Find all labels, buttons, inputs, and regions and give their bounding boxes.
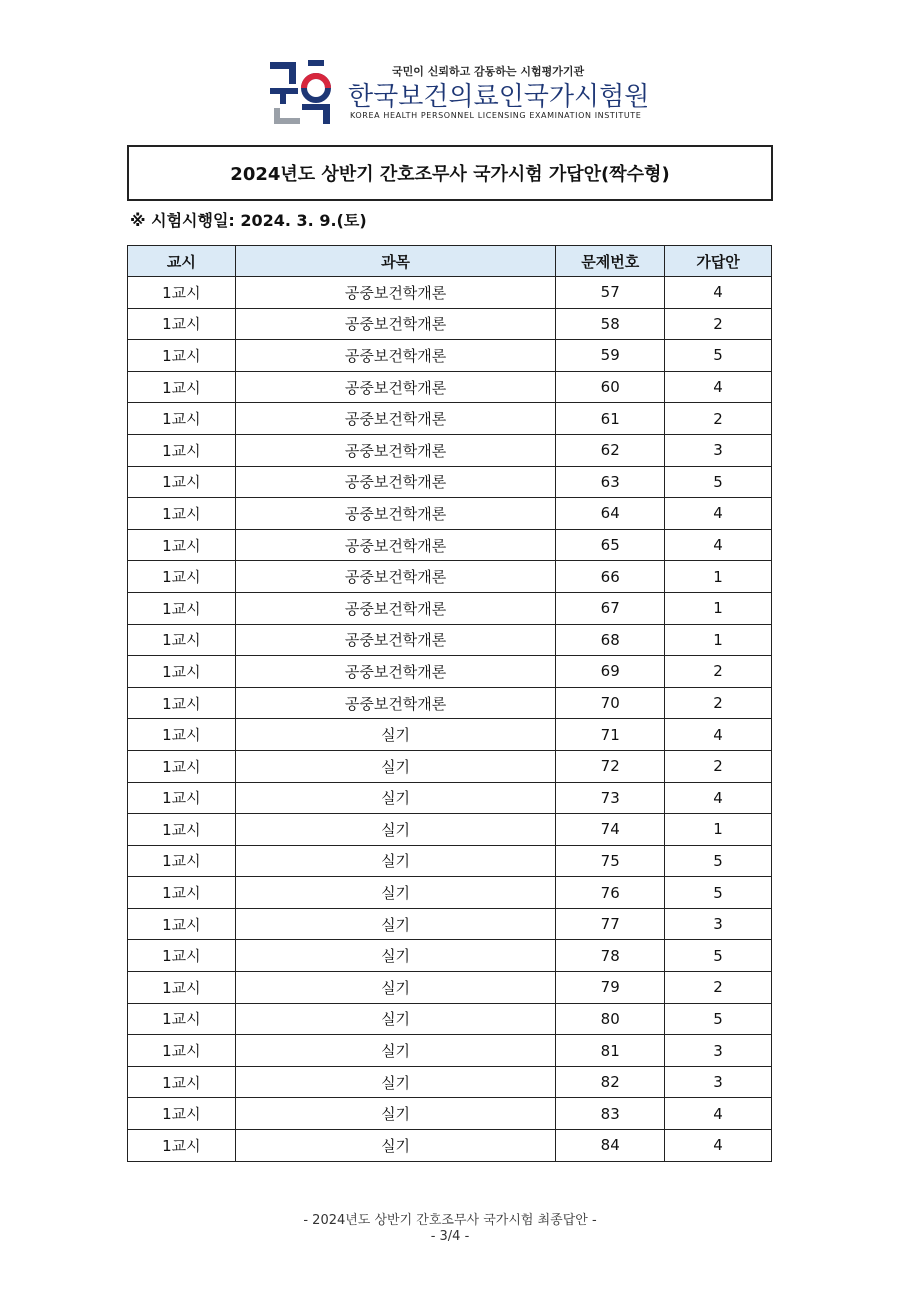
cell-period: 1교시 xyxy=(128,719,236,751)
cell-question-number: 61 xyxy=(556,403,665,435)
cell-period: 1교시 xyxy=(128,308,236,340)
table-row xyxy=(128,940,772,972)
cell-period: 1교시 xyxy=(128,624,236,656)
document-title: 2024년도 상반기 간호조무사 국가시험 가답안(짝수형) xyxy=(127,145,773,201)
cell-period: 1교시 xyxy=(128,814,236,846)
cell-answer: 4 xyxy=(665,1130,772,1162)
cell-subject: 공중보건학개론 xyxy=(235,403,555,435)
cell-question-number: 78 xyxy=(556,940,665,972)
table-header-row xyxy=(128,246,772,277)
cell-period: 1교시 xyxy=(128,687,236,719)
cell-period: 1교시 xyxy=(128,1098,236,1130)
cell-question-number: 71 xyxy=(556,719,665,751)
org-slogan: 국민이 신뢰하고 감동하는 시험평가기관 xyxy=(392,65,585,78)
cell-question-number: 74 xyxy=(556,814,665,846)
cell-answer: 3 xyxy=(665,908,772,940)
table-row xyxy=(128,1098,772,1130)
cell-subject: 실기 xyxy=(235,814,555,846)
cell-subject: 실기 xyxy=(235,845,555,877)
cell-subject: 실기 xyxy=(235,750,555,782)
cell-period: 1교시 xyxy=(128,498,236,530)
table-row xyxy=(128,1035,772,1067)
cell-subject: 실기 xyxy=(235,940,555,972)
cell-question-number: 66 xyxy=(556,561,665,593)
cell-subject: 공중보건학개론 xyxy=(235,624,555,656)
table-row xyxy=(128,877,772,909)
cell-question-number: 65 xyxy=(556,529,665,561)
cell-question-number: 57 xyxy=(556,277,665,309)
cell-answer: 3 xyxy=(665,1035,772,1067)
table-row xyxy=(128,371,772,403)
cell-question-number: 81 xyxy=(556,1035,665,1067)
table-row xyxy=(128,908,772,940)
cell-question-number: 82 xyxy=(556,1066,665,1098)
cell-subject: 실기 xyxy=(235,1066,555,1098)
table-row xyxy=(128,434,772,466)
cell-period: 1교시 xyxy=(128,529,236,561)
cell-answer: 5 xyxy=(665,845,772,877)
cell-period: 1교시 xyxy=(128,340,236,372)
cell-period: 1교시 xyxy=(128,466,236,498)
cell-answer: 3 xyxy=(665,434,772,466)
table-row xyxy=(128,561,772,593)
cell-answer: 3 xyxy=(665,1066,772,1098)
cell-subject: 실기 xyxy=(235,782,555,814)
table-row xyxy=(128,592,772,624)
page-number: - 3/4 - xyxy=(430,1229,470,1244)
table-row xyxy=(128,719,772,751)
cell-subject: 실기 xyxy=(235,877,555,909)
cell-period: 1교시 xyxy=(128,403,236,435)
cell-subject: 실기 xyxy=(235,1035,555,1067)
cell-answer: 4 xyxy=(665,277,772,309)
cell-question-number: 59 xyxy=(556,340,665,372)
table-row xyxy=(128,498,772,530)
cell-question-number: 73 xyxy=(556,782,665,814)
cell-answer: 4 xyxy=(665,782,772,814)
cell-question-number: 75 xyxy=(556,845,665,877)
table-row xyxy=(128,624,772,656)
cell-answer: 4 xyxy=(665,719,772,751)
cell-answer: 5 xyxy=(665,466,772,498)
cell-period: 1교시 xyxy=(128,656,236,688)
cell-answer: 5 xyxy=(665,340,772,372)
cell-period: 1교시 xyxy=(128,434,236,466)
cell-answer: 1 xyxy=(665,814,772,846)
cell-subject: 공중보건학개론 xyxy=(235,561,555,593)
cell-question-number: 68 xyxy=(556,624,665,656)
cell-answer: 2 xyxy=(665,687,772,719)
cell-answer: 2 xyxy=(665,750,772,782)
cell-subject: 공중보건학개론 xyxy=(235,466,555,498)
cell-answer: 2 xyxy=(665,308,772,340)
table-row xyxy=(128,972,772,1004)
cell-period: 1교시 xyxy=(128,1130,236,1162)
answer-table xyxy=(127,245,772,1162)
cell-subject: 실기 xyxy=(235,719,555,751)
cell-subject: 공중보건학개론 xyxy=(235,498,555,530)
cell-period: 1교시 xyxy=(128,1035,236,1067)
cell-period: 1교시 xyxy=(128,750,236,782)
cell-period: 1교시 xyxy=(128,1003,236,1035)
cell-period: 1교시 xyxy=(128,371,236,403)
cell-subject: 실기 xyxy=(235,972,555,1004)
table-row xyxy=(128,656,772,688)
cell-subject: 공중보건학개론 xyxy=(235,656,555,688)
exam-date: ※ 시험시행일: 2024. 3. 9.(토) xyxy=(130,211,367,230)
table-row xyxy=(128,1130,772,1162)
column-header-question-number: 문제번호 xyxy=(556,246,665,277)
cell-period: 1교시 xyxy=(128,845,236,877)
kuksiwon-logo-icon xyxy=(268,58,338,128)
cell-answer: 2 xyxy=(665,972,772,1004)
table-row xyxy=(128,403,772,435)
cell-question-number: 76 xyxy=(556,877,665,909)
cell-answer: 4 xyxy=(665,1098,772,1130)
cell-answer: 1 xyxy=(665,561,772,593)
cell-answer: 2 xyxy=(665,403,772,435)
table-row xyxy=(128,340,772,372)
cell-period: 1교시 xyxy=(128,908,236,940)
cell-answer: 5 xyxy=(665,1003,772,1035)
cell-period: 1교시 xyxy=(128,782,236,814)
cell-answer: 4 xyxy=(665,498,772,530)
cell-subject: 공중보건학개론 xyxy=(235,592,555,624)
cell-answer: 1 xyxy=(665,624,772,656)
cell-question-number: 84 xyxy=(556,1130,665,1162)
cell-subject: 실기 xyxy=(235,908,555,940)
cell-answer: 5 xyxy=(665,877,772,909)
cell-period: 1교시 xyxy=(128,972,236,1004)
cell-answer: 4 xyxy=(665,371,772,403)
cell-question-number: 69 xyxy=(556,656,665,688)
cell-period: 1교시 xyxy=(128,277,236,309)
cell-question-number: 70 xyxy=(556,687,665,719)
table-row xyxy=(128,308,772,340)
table-row xyxy=(128,814,772,846)
column-header-provisional-answer: 가답안 xyxy=(665,246,772,277)
cell-answer: 5 xyxy=(665,940,772,972)
cell-question-number: 79 xyxy=(556,972,665,1004)
cell-period: 1교시 xyxy=(128,561,236,593)
cell-period: 1교시 xyxy=(128,592,236,624)
cell-subject: 공중보건학개론 xyxy=(235,277,555,309)
cell-period: 1교시 xyxy=(128,940,236,972)
org-name-english: KOREA HEALTH PERSONNEL LICENSING EXAMINATION INSTITUTE xyxy=(350,111,642,120)
table-row xyxy=(128,782,772,814)
table-row xyxy=(128,687,772,719)
cell-period: 1교시 xyxy=(128,877,236,909)
cell-subject: 공중보건학개론 xyxy=(235,340,555,372)
cell-period: 1교시 xyxy=(128,1066,236,1098)
cell-subject: 공중보건학개론 xyxy=(235,434,555,466)
cell-question-number: 77 xyxy=(556,908,665,940)
table-row xyxy=(128,1066,772,1098)
cell-question-number: 63 xyxy=(556,466,665,498)
cell-question-number: 62 xyxy=(556,434,665,466)
cell-subject: 공중보건학개론 xyxy=(235,687,555,719)
cell-question-number: 83 xyxy=(556,1098,665,1130)
cell-question-number: 67 xyxy=(556,592,665,624)
cell-question-number: 60 xyxy=(556,371,665,403)
cell-question-number: 64 xyxy=(556,498,665,530)
cell-subject: 실기 xyxy=(235,1003,555,1035)
table-row xyxy=(128,277,772,309)
cell-answer: 1 xyxy=(665,592,772,624)
cell-question-number: 80 xyxy=(556,1003,665,1035)
column-header-subject: 과목 xyxy=(235,246,555,277)
cell-subject: 공중보건학개론 xyxy=(235,529,555,561)
cell-answer: 2 xyxy=(665,656,772,688)
table-row xyxy=(128,750,772,782)
cell-answer: 4 xyxy=(665,529,772,561)
cell-subject: 실기 xyxy=(235,1098,555,1130)
cell-question-number: 58 xyxy=(556,308,665,340)
column-header-period: 교시 xyxy=(128,246,236,277)
org-name: 한국보건의료인국가시험원 xyxy=(348,82,650,112)
cell-question-number: 72 xyxy=(556,750,665,782)
table-row xyxy=(128,1003,772,1035)
table-row xyxy=(128,529,772,561)
footer-document-name: - 2024년도 상반기 간호조무사 국가시험 최종답안 - xyxy=(303,1213,597,1228)
table-row xyxy=(128,466,772,498)
cell-subject: 공중보건학개론 xyxy=(235,371,555,403)
table-row xyxy=(128,845,772,877)
cell-subject: 실기 xyxy=(235,1130,555,1162)
cell-subject: 공중보건학개론 xyxy=(235,308,555,340)
